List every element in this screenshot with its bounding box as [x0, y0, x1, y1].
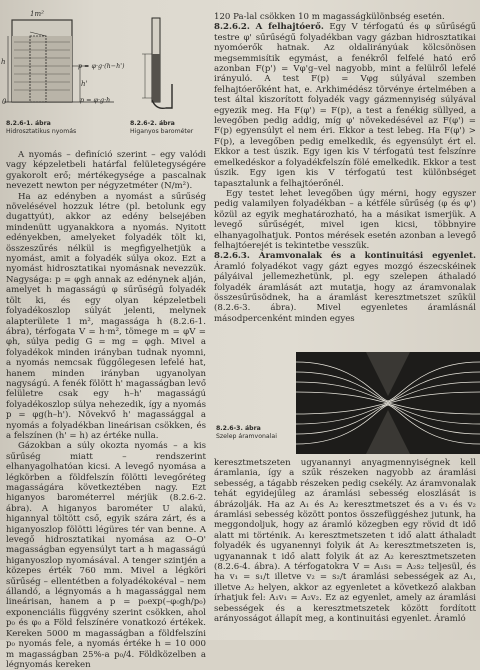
- figure-3-title: Szelep áramvonalai: [216, 432, 277, 440]
- right-column-lower: [214, 458, 476, 638]
- continuity-equation-paragraph: keresztmetszeten ugyanannyi anyagmennyiségnek kell áramlania, így a szűk részeken nagyobb az áramlási sebesség, a tágabb részeken pedig csekély. Az áramvonalak tehát egyidejűleg az áramlási sebesség eloszlását is ábrázolják. Ha az A₁ és A₂ keresztmetszet és a v₁ és v₂ áramlási sebesség között pontos összefüggéshez jutunk, ha meggondoljuk, hogy az áramló közegben egy rövid dt idő alatt mi történik. A₁ keresztmetszeten t idő alatt áthaladt folyadék és ugyanennyi folyik át A₂ keresztmetszeten is, ugyanannak t idő alatt folyik át az A₂ keresztmetszeten (8.2.6-4. ábra). A térfogatokra V = A₁s₁ = A₂s₂ teljesül, és ha v₁ = s₁/t illetve v₂ = s₂/t áramlási sebességek az A₁, illetve A₂ helyen, akkor az egyenletet a következő alakban írhatjuk fel: A₁v₁ = A₂v₂. Ez az egyenlet, amely az áramlási sebességek és a keresztmetszetek között fordított arányosságot állapít meg, a kontinuitási egyenlet. Áramló: [214, 458, 476, 625]
- figure-2-caption: [130, 120, 210, 135]
- continued-line: 120 Pa-lal csökken 10 m magasságkülönbség esetén.: [214, 12, 445, 22]
- area-label: 1m²: [30, 10, 44, 18]
- continuity-paragraph: Áramló folyadékot vagy gázt egyes mozgó észecskéinek pályáival jellemezhetünk, pl. egy szelepen áthaladó folyadék áramlását azt mutatja, hogy az áramvonalak összesűrűsödnek, ha a áramlást keresztmetszet szűkül (8.2.6-3. ábra). Mivel egyenletes áramlásnál másodpercenként minden egyes: [214, 261, 476, 324]
- zero-label: 0: [2, 98, 7, 106]
- buoyancy-paragraph-2: Egy testet lehet levegőben úgy mérni, hogy egyszer pedig valamilyen folyadékban – a kétféle sűrűség (φ és φ') közül az egyik meghatározható, ha a másikat ismerjük. A levegő sűrűségét, mivel igen kicsi, többnyire elhanyagolhatjuk. Pontos mérések esetén azonban a levegő felhajtóerejét is tekintetbe vesszük.: [214, 188, 476, 251]
- height-label: h: [1, 58, 6, 66]
- figure-1-caption: [6, 120, 96, 135]
- figure-2-title: Higanyos barométer: [130, 127, 194, 135]
- figure-3-caption: [216, 425, 292, 440]
- formula-top: p = φ·g·(h−h'): [78, 62, 125, 70]
- left-column: [6, 150, 206, 670]
- pressure-definition-paragraph: A nyomás – definíció szerint – egy valódi vagy képzeletbeli határfal felületegységére gyakorolt erő; mértékegysége a pascalnak nevezett newton per négyzetméter (N/m²).: [6, 150, 206, 192]
- figure-1-number: 8.2.6-1. ábra: [6, 120, 51, 127]
- buoyancy-section-heading: 8.2.6.2. A felhajtóerő.: [214, 22, 324, 33]
- mercury-barometer-figure: [132, 14, 192, 112]
- figure-3-number: 8.2.6-3. ábra: [216, 425, 261, 432]
- figure-1-title: Hidrosztatikus nyomás: [6, 127, 77, 135]
- gas-pressure-paragraph: Gázokban a súly okozta nyomás – a kis sűrűség miatt – rendszerint elhanyagolhatóan kicsi. A levegő nyomása a légkörben a földfelszín fölötti levegőréteg magasságára következtében nagy. Ezt higanyos barométerrel mérjük (8.2.6-2. ábra). A higanyos barométer U alakú, higannyal töltött cső, egyik szára zárt, és a higanyoszlop fölötti légüres tér van benne. A levegő hidrosztatikai nyomása az O–O' magasságban egyensúlyt tart a h magasságú higanyoszlop nyomásával. A tenger szintjén a közepes érték 760 mm. Mivel a légköri sűrűség – ellentétben a folyadékokéval – nem állandó, a légnyomás a h magassággal nem lineárisan, hanem a p = p₀exp(–φ₀gh/p₀) exponenciális függvény szerint csökken, ahol p₀ és φ₀ a Föld felszínére vonatkozó értékek. Kereken 5000 m magasságban a földfelszíni p₀ nyomás fele, a nyomás értéke h = 10 000 m magasságban 25%-a p₀/4. Földközelben a légnyomás kereken: [6, 441, 206, 670]
- height-prime-label: h': [81, 80, 88, 88]
- hydrostatic-pressure-paragraph: Ha az edényben a nyomást a sűrűség növelésével hozzuk létre (pl. betolunk egy dugattyút), akkor az edény belsejében mindenütt ugyanakkora a nyomás. Nyitott edényekben, amelyeket folyadék tölt ki, összeszűrés nélkül is megfigyelhetjük a nyomást, amit a folyadék súlya okoz. Ezt a nyomást hidrosztatikai nyomásnak nevezzük. Nagysága: p = φgh annak az edénynek alján, amelyet h magasságú φ sűrűségű folyadék tölt ki, és egy olyan képzeletbeli folyadékoszlop súlyát jelenti, melynek alapterülete 1 m², magassága h (8.2.6-1. ábra), térfogata V = h·m², tömege m = φV = φh, súlya pedig G = mg = φgh. Mivel a folyadékok minden irányban tudnak nyomni, a nyomás nemcsak függőlegesen lefelé hat, hanem minden irányban ugyanolyan nagyságú. A fenék fölött h' magasságban levő felületre csak egy h–h' magasságú folyadékoszlop súlya nehezedik, így a nyomás p = φg(h–h'). Növekvő h' magassággal a nyomás a folyadékban lineárisan csökken, és a felszínen (h' = h) az értéke nulla.: [6, 191, 206, 441]
- right-column-upper: [214, 12, 476, 350]
- valve-streamlines-figure: [296, 352, 480, 454]
- buoyancy-paragraph-1: Egy V térfogatú és φ sűrűségű testre φ' sűrűségű folyadékban vagy gázban hidrosztatikai nyomóerők hatnak. Az oldalirányúak kölcsönösen megsemmisítik egymást, a fenékről felfelé ható erő azonban F(p') = Vφ'g–vel nagyobb, mint a felülről lefelé irányuló. A test F(p) = Vφg súlyával szemben felhajtóerőként hat, e. Arkhimédész törvénye értelmében a test által kiszorított folyadék vagy gázmennyiség súlyával egyezik meg. Ha F(φ') = F(p), a test a fenékig süllyed, a levegőben pedig addig, míg φ' növekedésével az F(φ') = F(p) egyensúlyt el nem éri. Ekkor a test lebeg. Ha F(φ') > F(p), a levegőben pedig emelkedik, és egyensúlyt ért el. Ekkor a test úszik. Egy igen kis V térfogatú test felszínre emelkedéskor a folyadékfelszín fölé emelkedik. Ekkor a test úszik. Egy igen kis V térfogatú test különbséget tapasztalunk a felhajtóerőnél.: [214, 22, 476, 189]
- formula-bottom: p = φ·g·h: [80, 96, 111, 104]
- figure-2-number: 8.2.6-2. ábra: [130, 120, 175, 127]
- continuity-section-heading: 8.2.6.3. Áramvonalak és a kontinuitási egyenlet.: [214, 251, 476, 262]
